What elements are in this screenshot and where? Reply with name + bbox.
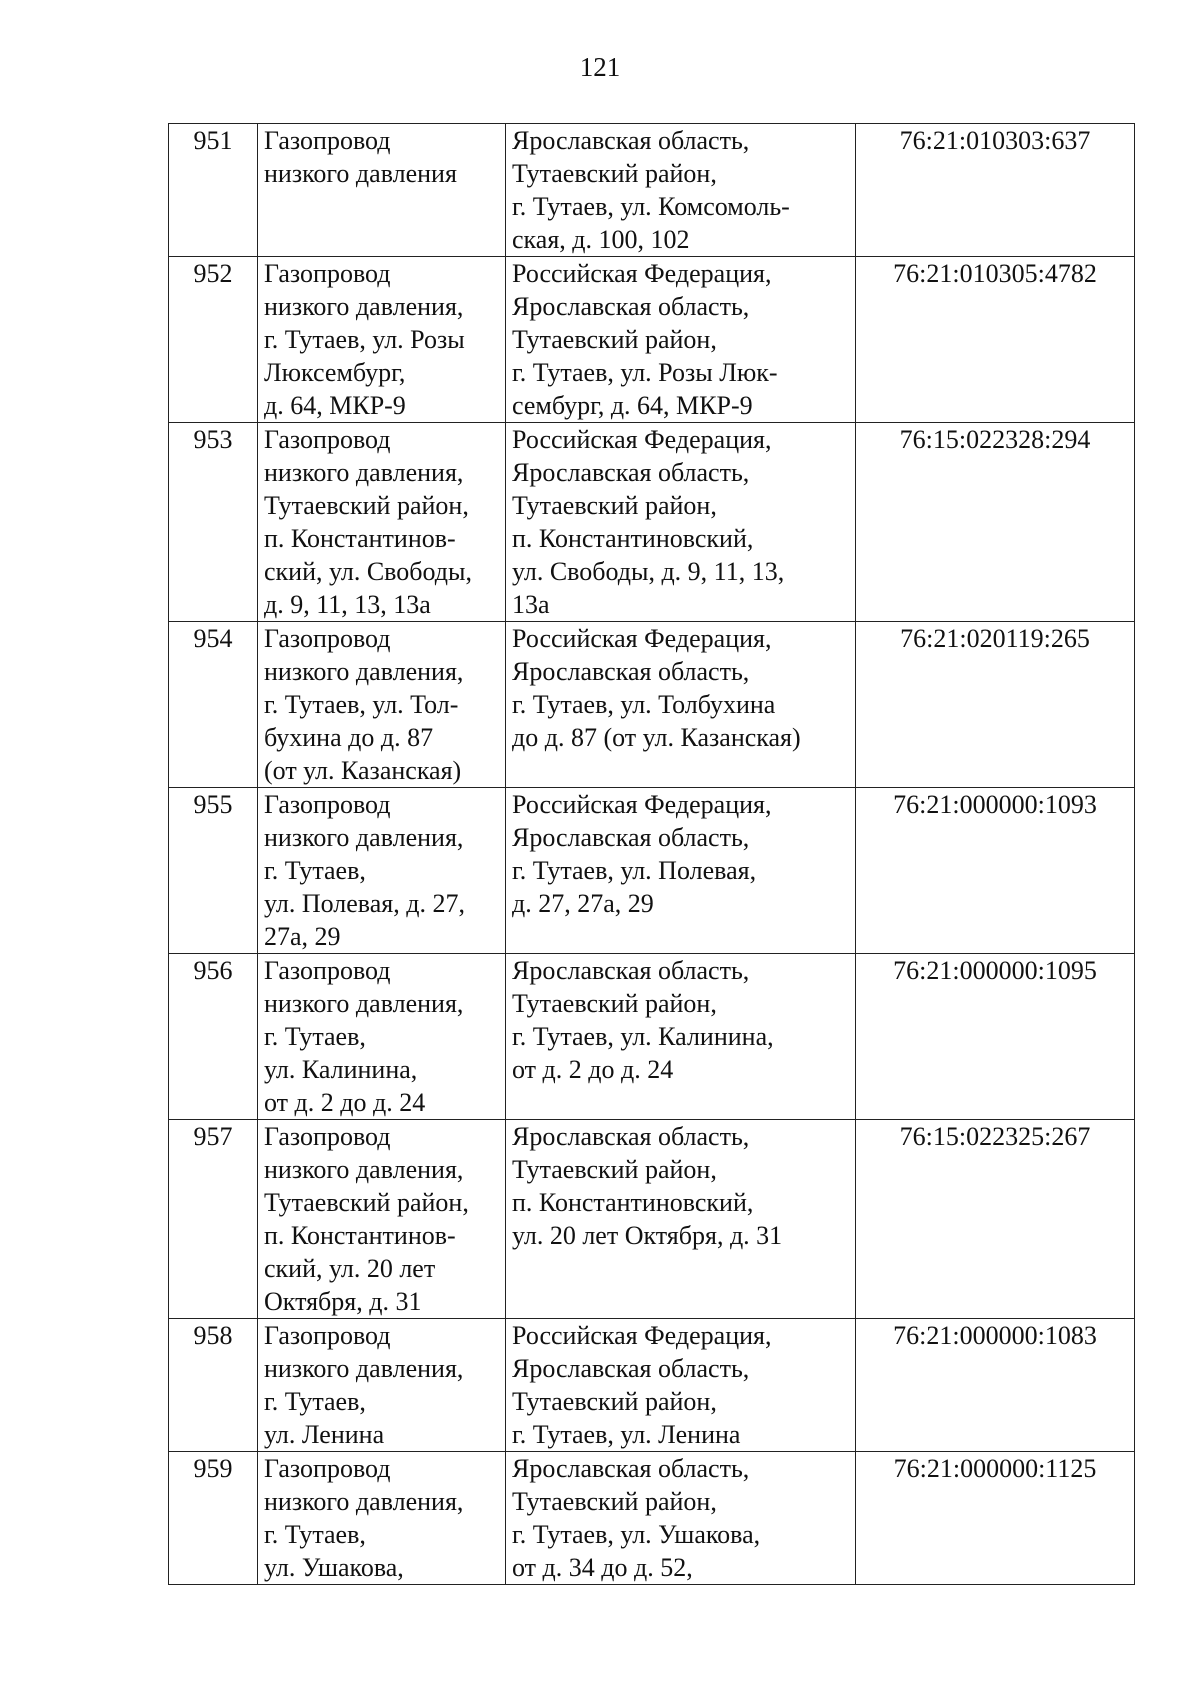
- object-name-line: ский, ул. Свободы,: [264, 557, 472, 586]
- table-row: [169, 788, 1135, 954]
- address-line: п. Константиновский,: [512, 524, 754, 553]
- object-name-line: г. Тутаев,: [264, 856, 366, 885]
- cadastral-number-cell: 76:21:010303:637: [856, 124, 1135, 257]
- object-name-line: низкого давления,: [264, 989, 464, 1018]
- object-name-line: Газопровод: [264, 956, 391, 985]
- registry-table-body: [169, 124, 1135, 1585]
- object-name-line: ул. Полевая, д. 27,: [264, 889, 465, 918]
- address-line: Ярославская область,: [512, 657, 750, 686]
- object-name-line: от д. 2 до д. 24: [264, 1088, 426, 1117]
- address-cell: [506, 1452, 856, 1585]
- cadastral-number-cell: 76:21:000000:1083: [856, 1319, 1135, 1452]
- address-line: г. Тутаев, ул. Толбухина: [512, 690, 776, 719]
- object-name-line: Газопровод: [264, 259, 391, 288]
- table-row: [169, 423, 1135, 622]
- object-name-cell: [258, 1452, 506, 1585]
- row-number-cell: 959: [169, 1452, 258, 1585]
- address-line: г. Тутаев, ул. Комсомоль-: [512, 192, 790, 221]
- cadastral-number-cell: 76:21:010305:4782: [856, 257, 1135, 423]
- row-number-cell: 951: [169, 124, 258, 257]
- address-line: Ярославская область,: [512, 1354, 750, 1383]
- cadastral-number-cell: 76:21:000000:1093: [856, 788, 1135, 954]
- object-name-line: п. Константинов-: [264, 524, 456, 553]
- address-line: Тутаевский район,: [512, 159, 717, 188]
- object-name-line: Газопровод: [264, 126, 391, 155]
- row-number-cell: 953: [169, 423, 258, 622]
- address-cell: [506, 1319, 856, 1452]
- address-line: Российская Федерация,: [512, 425, 772, 454]
- cadastral-number-cell: 76:21:000000:1125: [856, 1452, 1135, 1585]
- table-row: [169, 124, 1135, 257]
- object-name-line: 27а, 29: [264, 922, 341, 951]
- address-line: ская, д. 100, 102: [512, 225, 690, 254]
- cadastral-number-cell: 76:21:000000:1095: [856, 954, 1135, 1120]
- object-name-line: Газопровод: [264, 1321, 391, 1350]
- object-name-line: низкого давления: [264, 159, 457, 188]
- object-name-line: п. Константинов-: [264, 1221, 456, 1250]
- address-line: Российская Федерация,: [512, 790, 772, 819]
- address-cell: [506, 423, 856, 622]
- address-line: от д. 2 до д. 24: [512, 1055, 674, 1084]
- object-name-cell: [258, 1120, 506, 1319]
- object-name-line: г. Тутаев,: [264, 1022, 366, 1051]
- object-name-line: низкого давления,: [264, 823, 464, 852]
- address-line: д. 27, 27а, 29: [512, 889, 654, 918]
- table-row: [169, 622, 1135, 788]
- row-number-cell: 952: [169, 257, 258, 423]
- row-number-cell: 958: [169, 1319, 258, 1452]
- cadastral-number-cell: 76:21:020119:265: [856, 622, 1135, 788]
- address-line: 13а: [512, 590, 550, 619]
- object-name-cell: [258, 257, 506, 423]
- object-name-line: г. Тутаев, ул. Розы: [264, 325, 465, 354]
- table-row: [169, 954, 1135, 1120]
- table-row: [169, 257, 1135, 423]
- object-name-cell: [258, 124, 506, 257]
- row-number-cell: 954: [169, 622, 258, 788]
- object-name-line: ул. Ленина: [264, 1420, 385, 1449]
- address-line: Ярославская область,: [512, 458, 750, 487]
- address-cell: [506, 622, 856, 788]
- object-name-line: г. Тутаев, ул. Тол-: [264, 690, 459, 719]
- object-name-line: низкого давления,: [264, 292, 464, 321]
- object-name-cell: [258, 954, 506, 1120]
- address-line: Российская Федерация,: [512, 624, 772, 653]
- address-line: от д. 34 до д. 52,: [512, 1553, 693, 1582]
- row-number-cell: 956: [169, 954, 258, 1120]
- address-line: Российская Федерация,: [512, 259, 772, 288]
- address-line: Тутаевский район,: [512, 1155, 717, 1184]
- address-cell: [506, 1120, 856, 1319]
- cadastral-number-cell: 76:15:022325:267: [856, 1120, 1135, 1319]
- address-line: Ярославская область,: [512, 1122, 750, 1151]
- address-line: ул. 20 лет Октября, д. 31: [512, 1221, 783, 1250]
- address-line: Ярославская область,: [512, 823, 750, 852]
- address-cell: [506, 124, 856, 257]
- object-name-line: Люксембург,: [264, 358, 406, 387]
- registry-table: [168, 123, 1135, 1585]
- address-cell: [506, 257, 856, 423]
- object-name-line: низкого давления,: [264, 657, 464, 686]
- address-line: Ярославская область,: [512, 1454, 750, 1483]
- page-number: 121: [579, 52, 621, 82]
- address-line: Тутаевский район,: [512, 325, 717, 354]
- address-line: г. Тутаев, ул. Полевая,: [512, 856, 757, 885]
- table-row: [169, 1319, 1135, 1452]
- object-name-line: Газопровод: [264, 1122, 391, 1151]
- object-name-cell: [258, 1319, 506, 1452]
- object-name-line: г. Тутаев,: [264, 1520, 366, 1549]
- address-line: Ярославская область,: [512, 956, 750, 985]
- object-name-line: д. 64, МКР-9: [264, 391, 406, 420]
- object-name-cell: [258, 788, 506, 954]
- address-line: г. Тутаев, ул. Ленина: [512, 1420, 741, 1449]
- row-number-cell: 957: [169, 1120, 258, 1319]
- object-name-line: Газопровод: [264, 790, 391, 819]
- address-line: сембург, д. 64, МКР-9: [512, 391, 753, 420]
- address-line: Тутаевский район,: [512, 491, 717, 520]
- object-name-cell: [258, 622, 506, 788]
- address-line: до д. 87 (от ул. Казанская): [512, 723, 801, 752]
- object-name-line: Тутаевский район,: [264, 491, 469, 520]
- address-line: Тутаевский район,: [512, 1487, 717, 1516]
- object-name-line: низкого давления,: [264, 1155, 464, 1184]
- object-name-line: низкого давления,: [264, 1354, 464, 1383]
- object-name-line: ул. Ушакова,: [264, 1553, 404, 1582]
- address-line: Ярославская область,: [512, 126, 750, 155]
- address-cell: [506, 788, 856, 954]
- object-name-line: д. 9, 11, 13, 13а: [264, 590, 431, 619]
- object-name-line: ул. Калинина,: [264, 1055, 418, 1084]
- address-line: Тутаевский район,: [512, 989, 717, 1018]
- row-number-cell: 955: [169, 788, 258, 954]
- address-line: п. Константиновский,: [512, 1188, 754, 1217]
- object-name-line: Газопровод: [264, 425, 391, 454]
- object-name-line: г. Тутаев,: [264, 1387, 366, 1416]
- address-line: г. Тутаев, ул. Ушакова,: [512, 1520, 761, 1549]
- cadastral-number-cell: 76:15:022328:294: [856, 423, 1135, 622]
- object-name-line: Октября, д. 31: [264, 1287, 422, 1316]
- address-line: Российская Федерация,: [512, 1321, 772, 1350]
- object-name-line: Тутаевский район,: [264, 1188, 469, 1217]
- table-row: [169, 1120, 1135, 1319]
- object-name-line: бухина до д. 87: [264, 723, 434, 752]
- object-name-line: низкого давления,: [264, 458, 464, 487]
- address-line: ул. Свободы, д. 9, 11, 13,: [512, 557, 785, 586]
- object-name-line: (от ул. Казанская): [264, 756, 462, 785]
- table-row: [169, 1452, 1135, 1585]
- object-name-line: ский, ул. 20 лет: [264, 1254, 436, 1283]
- object-name-line: Газопровод: [264, 624, 391, 653]
- address-line: Ярославская область,: [512, 292, 750, 321]
- address-cell: [506, 954, 856, 1120]
- address-line: Тутаевский район,: [512, 1387, 717, 1416]
- address-line: г. Тутаев, ул. Калинина,: [512, 1022, 774, 1051]
- address-line: г. Тутаев, ул. Розы Люк-: [512, 358, 778, 387]
- object-name-line: Газопровод: [264, 1454, 391, 1483]
- object-name-cell: [258, 423, 506, 622]
- object-name-line: низкого давления,: [264, 1487, 464, 1516]
